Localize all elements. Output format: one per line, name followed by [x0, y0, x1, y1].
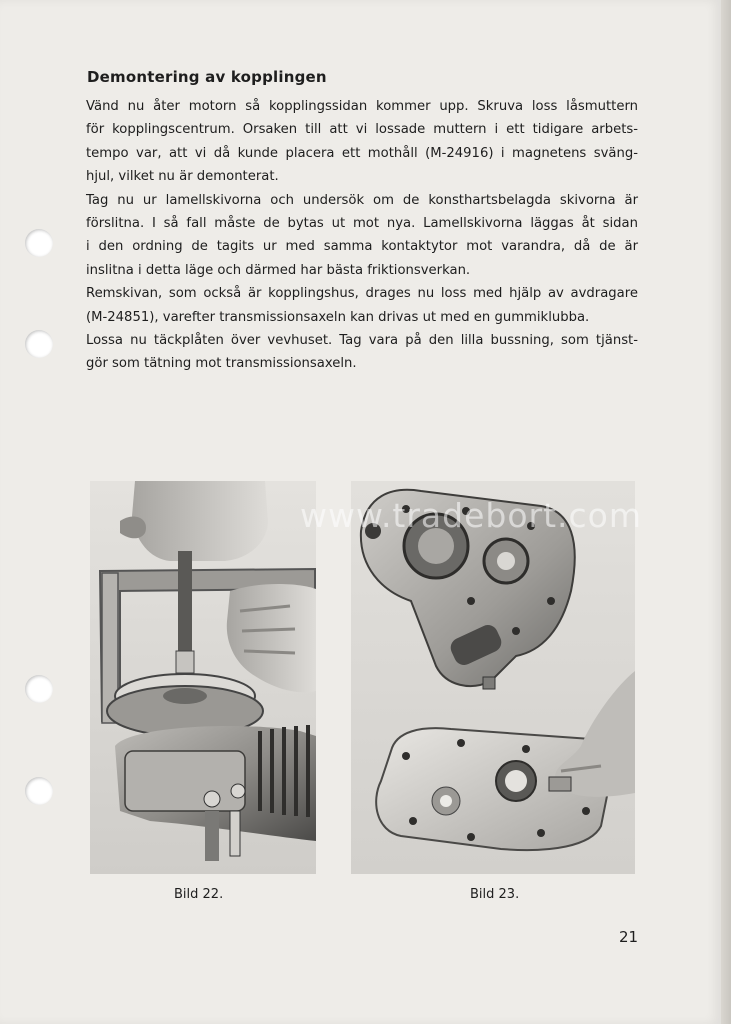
text-line: inslitna i detta läge och därmed har bästa friktionsverkan. [86, 262, 471, 278]
body-paragraph [86, 95, 638, 376]
binder-hole [25, 675, 53, 703]
text-line: Vänd nu åter motorn så kopplingssidan kommer upp. Skruva loss låsmuttern [86, 99, 638, 114]
text-line: hjul, vilket nu är demonterat. [86, 169, 279, 185]
text-line: Remskivan, som också är kopplingshus, drages nu loss med hjälp av avdragare [86, 286, 638, 302]
text-line: gör som tätning mot transmissionsaxeln. [86, 356, 357, 372]
text-line: (M-24851), varefter transmissionsaxeln kan drivas ut med en gummiklubba. [86, 309, 590, 325]
caption-bild-22: Bild 22. [174, 887, 224, 902]
page-edge [721, 0, 731, 1024]
binder-hole [25, 330, 53, 358]
text-line: tempo var, att vi då kunde placera ett mothåll (M-24916) i magnetens sväng- [86, 145, 638, 161]
text-line: för kopplingscentrum. Orsaken till att vi lossade muttern i ett tidigare arbets- [86, 122, 638, 138]
page-number: 21 [619, 928, 639, 946]
photo-bild-23 [351, 481, 635, 874]
caption-bild-23: Bild 23. [470, 887, 520, 902]
text-line: förslitna. I så fall måste de bytas ut mot nya. Lamellskivorna läggas åt sidan [86, 215, 638, 231]
photo-bild-22 [90, 481, 316, 874]
watermark: www.tradebort.com [300, 496, 643, 535]
binder-hole [25, 777, 53, 805]
section-heading: Demontering av kopplingen [87, 68, 327, 86]
text-line: Tag nu ur lamellskivorna och undersök om de konsthartsbelagda skivorna är [86, 192, 638, 208]
binder-hole [25, 229, 53, 257]
text-line: i den ordning de tagits ur med samma kontaktytor mot varandra, då de är [86, 239, 638, 255]
text-line: Lossa nu täckplåten över vevhuset. Tag vara på den lilla bussning, som tjänst- [86, 332, 638, 348]
